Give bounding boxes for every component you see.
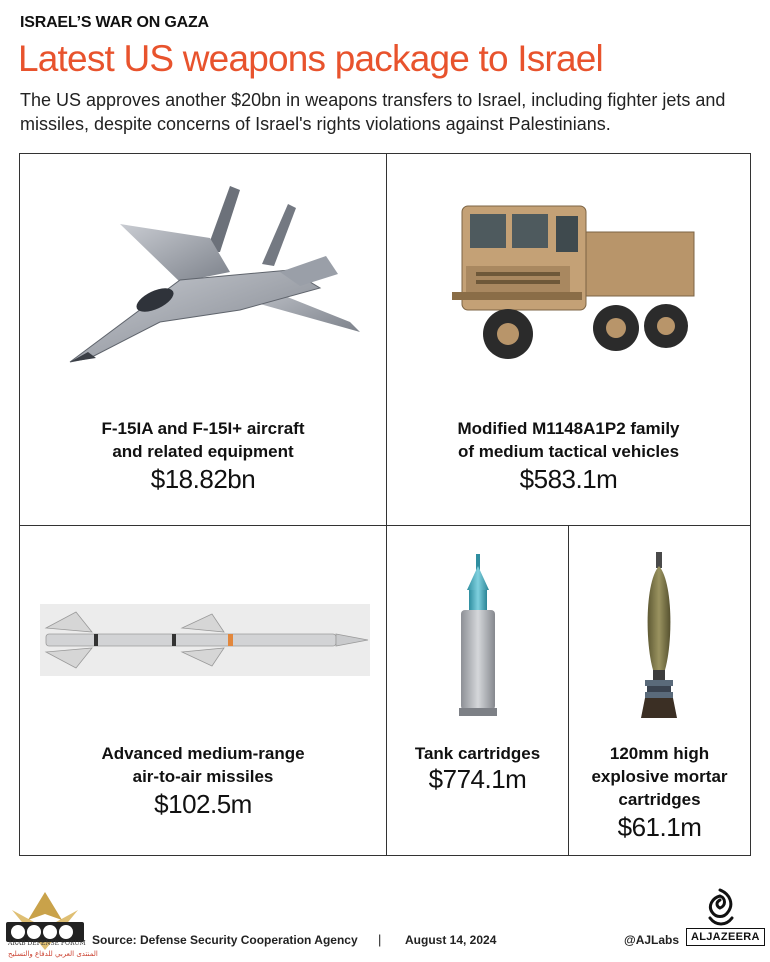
item-tank-cartridges	[387, 526, 569, 855]
item-mortar-cartridges	[569, 526, 750, 855]
page-title: Latest US weapons package to Israel	[18, 38, 603, 79]
source-text: Source: Defense Security Cooperation Agency	[92, 933, 358, 947]
item-amount: $774.1m	[428, 764, 527, 794]
date-text: August 14, 2024	[405, 933, 497, 947]
item-amount: $583.1m	[519, 464, 618, 494]
item-label: Tank cartridges	[414, 744, 541, 763]
page-subtitle: The US approves another $20bn in weapons transfers to Israel, including fighter jets and missiles, despite concerns of Israel's rights violations against Palestinians.	[20, 90, 726, 134]
watermark-line2: المنتدى العربي للدفاع والتسليح	[8, 950, 98, 958]
item-amount: $18.82bn	[150, 464, 256, 494]
section-kicker: ISRAEL’S WAR ON GAZA	[20, 14, 209, 31]
item-amount: $102.5m	[154, 789, 252, 819]
missile-icon	[32, 598, 372, 682]
footer-separator: |	[378, 932, 382, 947]
item-fighter-aircraft	[20, 154, 387, 526]
tank-shell-icon	[455, 554, 501, 718]
aljazeera-brand: ALJAZEERA	[686, 928, 765, 946]
watermark-line1: ARAB DEFENSE FORUM	[8, 940, 86, 947]
item-amount: $61.1m	[617, 812, 702, 842]
item-label: Modified M1148A1P2 family of medium tactical vehicles	[457, 419, 680, 461]
fighter-jet-icon	[60, 182, 360, 372]
footer	[0, 870, 770, 962]
item-label: Advanced medium-range air-to-air missiles	[101, 744, 305, 786]
item-air-to-air-missiles	[20, 526, 387, 855]
item-tactical-vehicles	[387, 154, 750, 526]
item-label: F-15IA and F-15I+ aircraft and related equipment	[101, 419, 305, 461]
ajlabs-handle: @AJLabs	[624, 933, 680, 947]
aljazeera-logo-icon	[702, 888, 738, 928]
mortar-round-icon	[639, 552, 679, 722]
military-truck-icon	[452, 196, 702, 366]
weapons-grid	[19, 153, 751, 856]
item-label: 120mm high explosive mortar cartridges	[591, 744, 728, 809]
